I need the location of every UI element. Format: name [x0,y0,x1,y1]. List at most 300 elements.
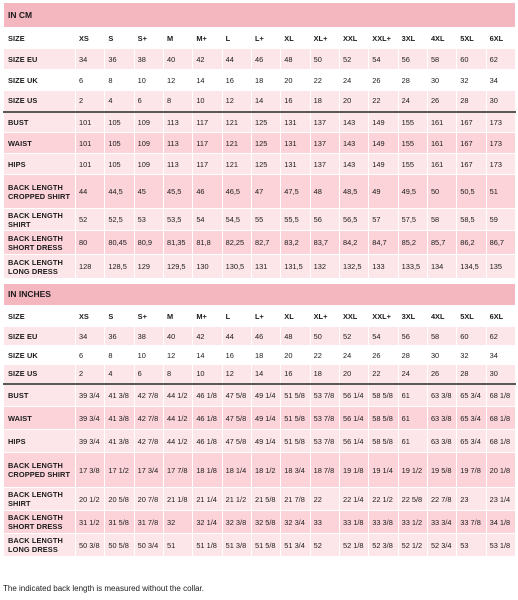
table-cell: 155 [398,112,427,133]
row-label: BACK LENGTH CROPPED SHIRT [4,175,76,209]
table-cell: 41 3/8 [105,430,134,453]
row-label: HIPS [4,430,76,453]
table-cell: 18 [251,70,280,91]
table-cell: 83,7 [310,231,339,255]
table-cell: XL [281,28,310,49]
table-row [4,112,516,133]
table-cell: XL+ [310,28,339,49]
table-cell: 51 5/8 [251,534,280,557]
table-cell: 5XL [457,28,486,49]
table-cell: 6XL [486,28,515,49]
table-cell: 149 [369,133,398,154]
table-cell: 109 [134,154,163,175]
table-cell: XXL [339,28,368,49]
table-cell: 132,5 [339,255,368,279]
table-row [4,49,516,70]
table-cell: 21 7/8 [281,488,310,511]
table-cell: 60 [457,49,486,70]
table-cell: 129 [134,255,163,279]
table-cell: 173 [486,112,515,133]
table-cell: 137 [310,133,339,154]
table-cell: 41 3/8 [105,407,134,430]
table-cell: 65 3/4 [457,430,486,453]
row-label: BACK LENGTH SHORT DRESS [4,231,76,255]
table-cell: 101 [76,133,105,154]
table-cell: 61 [398,407,427,430]
table-cell: 17 1/2 [105,453,134,488]
table-cell: 85,2 [398,231,427,255]
table-cell: 18 1/4 [222,453,251,488]
table-cell: 30 [486,365,516,384]
table-row [4,255,516,279]
table-row [4,209,516,231]
table-cell: 32 [457,70,486,91]
table-cell: 121 [222,154,251,175]
table-cell: 48,5 [339,175,368,209]
table-cell: 53 1/8 [486,534,516,557]
table-cell: 28 [457,365,486,384]
table-cell: 125 [251,154,280,175]
table-cell: 167 [457,154,486,175]
table-cell: 128 [76,255,105,279]
table-cell: 32 [163,511,192,534]
table-cell: 39 3/4 [76,407,105,430]
table-cell: 42 7/8 [134,407,163,430]
table-cell: 47 5/8 [222,407,251,430]
table-cell: 83,2 [281,231,310,255]
table-cell: 22 [310,346,339,365]
table-cell: 10 [134,70,163,91]
table-cell: 167 [457,112,486,133]
table-cell: 131,5 [281,255,310,279]
table-cell: 54 [369,49,398,70]
table-cell: 46 1/8 [193,407,222,430]
table-cell: 6 [134,91,163,112]
table-cell: 101 [76,112,105,133]
table-cell: 42 7/8 [134,430,163,453]
table-cell: 51 5/8 [281,384,310,407]
table-cell: 109 [134,112,163,133]
table-cell: 19 1/8 [339,453,368,488]
table-cell: 14 [251,365,280,384]
table-cell: 39 3/4 [76,384,105,407]
table-cell: 42 [193,49,222,70]
table-cell: 18 [310,365,339,384]
table-cell: 28 [398,70,427,91]
row-label: SIZE US [4,91,76,112]
table-cell: 61 [398,384,427,407]
table-cell: L [222,28,251,49]
table-cell: 57,5 [398,209,427,231]
table-cell: 143 [339,133,368,154]
table-cell: 45,5 [163,175,192,209]
table-row [4,133,516,154]
table-cell: 48 [281,49,310,70]
table-cell: 128,5 [105,255,134,279]
row-label: BACK LENGTH CROPPED SHIRT [4,453,76,488]
table-cell: 49 [369,175,398,209]
table-cell: M+ [193,306,222,327]
table-cell: 113 [163,112,192,133]
table-cell: 10 [134,346,163,365]
table-cell: 33 7/8 [457,511,486,534]
table-cell: 33 3/8 [369,511,398,534]
table-cell: 10 [193,365,222,384]
table-cell: 155 [398,133,427,154]
table-cell: 26 [369,70,398,91]
table-cell: 6 [134,365,163,384]
row-label: BUST [4,112,76,133]
table-cell: 81,35 [163,231,192,255]
table-cell: 19 1/4 [369,453,398,488]
table-cell: 54,5 [222,209,251,231]
table-cell: 52 3/4 [427,534,456,557]
table-cell: 18 [251,346,280,365]
table-row [4,346,516,365]
table-cell: 34 1/8 [486,511,516,534]
table-row [4,28,516,49]
table-cell: 143 [339,112,368,133]
table-cell: 81,8 [193,231,222,255]
table-cell: 24 [398,91,427,112]
table-cell: 105 [105,112,134,133]
table-cell: 149 [369,154,398,175]
table-cell: 28 [457,91,486,112]
table-cell: 24 [339,346,368,365]
table-cell: 52 [339,49,368,70]
table-cell: 109 [134,133,163,154]
table-cell: 68 1/8 [486,407,516,430]
table-cell: 113 [163,154,192,175]
table-cell: 131 [281,112,310,133]
table-cell: 33 3/4 [427,511,456,534]
table-cell: 20 [281,346,310,365]
table-cell: 161 [427,154,456,175]
table-cell: 8 [105,346,134,365]
table-cell: 26 [427,91,456,112]
table-cell: 65 3/4 [457,384,486,407]
table-cell: 16 [281,365,310,384]
table-cell: 48 [310,175,339,209]
row-label: SIZE [4,28,76,49]
table-cell: L+ [251,306,280,327]
table-cell: 8 [163,365,192,384]
table-cell: 14 [193,70,222,91]
table-cell: XL+ [310,306,339,327]
table-cell: 86,7 [486,231,515,255]
table-cell: 44 1/2 [163,430,192,453]
table-cell: 46 1/8 [193,430,222,453]
table-cell: 8 [105,70,134,91]
table-cell: 46 [251,49,280,70]
footnote: The indicated back length is measured without the collar. [3,584,205,593]
table-cell: 42 [193,327,222,346]
table-cell: 4 [105,91,134,112]
row-label: SIZE US [4,365,76,384]
table-cell: 10 [193,91,222,112]
table-cell: 56 [398,49,427,70]
table-cell: 22 [369,91,398,112]
table-cell: XXL+ [369,28,398,49]
table-cell: 46 [193,175,222,209]
table-cell: 18 1/2 [251,453,280,488]
table-cell: 31 1/2 [76,511,105,534]
table-cell: 12 [163,346,192,365]
table-cell: 16 [222,346,251,365]
table-cell: 23 1/4 [486,488,516,511]
table-cell: 63 3/8 [427,384,456,407]
table-cell: 135 [486,255,515,279]
table-cell: 131 [281,133,310,154]
table-cell: 117 [193,112,222,133]
table-cell: 149 [369,112,398,133]
table-cell: 47,5 [281,175,310,209]
row-label: HIPS [4,154,76,175]
table-cell: 17 3/8 [76,453,105,488]
table-cell: 65 3/4 [457,407,486,430]
size-table-cm [3,2,515,279]
table-cell: 63 3/8 [427,407,456,430]
table-cell: 44 1/2 [163,407,192,430]
table-cell: 173 [486,133,515,154]
table-row [4,231,516,255]
table-cell: 58 [427,209,456,231]
table-row [4,175,516,209]
table-cell: 105 [105,133,134,154]
table-cell: 6 [76,346,105,365]
table-cell: 18 1/8 [193,453,222,488]
table-cell: 34 [76,49,105,70]
table-cell: 51 [486,175,515,209]
table-cell: 52 3/8 [369,534,398,557]
table-row [4,453,516,488]
table-cell: 121 [222,133,251,154]
table-cell: 52 [310,534,339,557]
table-cell: 46 1/8 [193,384,222,407]
table-cell: 56 1/4 [339,430,368,453]
table-cell: 36 [105,49,134,70]
table-cell: 133,5 [398,255,427,279]
row-label: BUST [4,384,76,407]
table-cell: 20 [339,365,368,384]
table-cell: 19 7/8 [457,453,486,488]
table-row [4,430,516,453]
table-cell: 31 7/8 [134,511,163,534]
table-cell: 5XL [457,306,486,327]
table-cell: 50 3/4 [134,534,163,557]
table-cell: 32 1/4 [193,511,222,534]
table-cell: 56,5 [339,209,368,231]
table-cell: XS [76,28,105,49]
table-cell: 49,5 [398,175,427,209]
table-cell: 18 3/4 [281,453,310,488]
table-cell: XS [76,306,105,327]
table-cell: 133 [369,255,398,279]
table-cell: 17 3/4 [134,453,163,488]
inches-table [3,283,516,557]
table-cell: 50 [310,327,339,346]
table-cell: 82,7 [251,231,280,255]
table-title: IN CM [4,3,516,28]
table-cell: 16 [281,91,310,112]
row-label: SIZE EU [4,49,76,70]
table-cell: 130 [193,255,222,279]
table-cell: 32 5/8 [251,511,280,534]
table-cell: L [222,306,251,327]
table-cell: S+ [134,28,163,49]
table-cell: 34 [486,70,515,91]
table-cell: 132 [310,255,339,279]
table-cell: 161 [427,133,456,154]
table-cell: 42 7/8 [134,384,163,407]
table-row [4,534,516,557]
table-cell: 50 5/8 [105,534,134,557]
table-cell: 80,9 [134,231,163,255]
table-row [4,154,516,175]
row-label: BACK LENGTH LONG DRESS [4,255,76,279]
row-label: WAIST [4,133,76,154]
table-cell: 2 [76,365,105,384]
table-cell: 24 [398,365,427,384]
table-cell: 34 [486,346,516,365]
table-row [4,365,516,384]
table-cell: 50,5 [457,175,486,209]
table-row [4,327,516,346]
table-cell: 46,5 [222,175,251,209]
table-cell: 173 [486,154,515,175]
table-cell: 3XL [398,28,427,49]
table-row [4,407,516,430]
table-cell: 54 [369,327,398,346]
table-cell: 22 1/2 [369,488,398,511]
table-cell: 47 [251,175,280,209]
table-cell: 125 [251,133,280,154]
table-cell: 20 [339,91,368,112]
table-cell: 14 [193,346,222,365]
table-cell: 44 [222,49,251,70]
table-cell: 55 [251,209,280,231]
table-cell: 38 [134,49,163,70]
table-cell: S [105,28,134,49]
table-row [4,306,516,327]
table-cell: 80 [76,231,105,255]
table-cell: 131 [281,154,310,175]
table-cell: 51 3/4 [281,534,310,557]
table-cell: 3XL [398,306,427,327]
table-cell: 58 5/8 [369,407,398,430]
table-cell: M+ [193,28,222,49]
table-cell: 50 [427,175,456,209]
table-cell: 6 [76,70,105,91]
table-cell: 49 1/4 [251,384,280,407]
size-table-inches [3,283,515,557]
table-cell: 58 5/8 [369,430,398,453]
table-cell: 22 7/8 [427,488,456,511]
table-cell: 167 [457,133,486,154]
table-cell: 113 [163,133,192,154]
table-cell: 80,45 [105,231,134,255]
table-cell: 130,5 [222,255,251,279]
table-row [4,384,516,407]
table-cell: XXL [339,306,368,327]
table-cell: 57 [369,209,398,231]
row-label: SIZE UK [4,70,76,91]
table-cell: 52 [76,209,105,231]
table-cell: 30 [427,70,456,91]
table-title: IN INCHES [4,284,516,306]
table-cell: 143 [339,154,368,175]
table-cell: 6XL [486,306,516,327]
table-cell: 34 [76,327,105,346]
table-cell: 8 [163,91,192,112]
table-cell: 134,5 [457,255,486,279]
table-cell: XL [281,306,310,327]
table-cell: 40 [163,327,192,346]
table-cell: 4XL [427,28,456,49]
table-cell: 51 5/8 [281,430,310,453]
table-cell: 62 [486,49,515,70]
table-cell: 137 [310,112,339,133]
cm-table [3,2,516,279]
table-cell: 134 [427,255,456,279]
table-cell: 105 [105,154,134,175]
table-cell: 86,2 [457,231,486,255]
table-cell: 32 [457,346,486,365]
table-cell: 33 1/8 [339,511,368,534]
table-cell: 38 [134,327,163,346]
table-cell: 44 [222,327,251,346]
table-cell: 21 1/4 [193,488,222,511]
table-cell: 18 7/8 [310,453,339,488]
table-cell: 137 [310,154,339,175]
table-cell: 2 [76,91,105,112]
table-cell: 41 3/8 [105,384,134,407]
table-row [4,511,516,534]
table-cell: 22 [369,365,398,384]
table-cell: 39 3/4 [76,430,105,453]
table-cell: 12 [222,365,251,384]
table-cell: 50 [310,49,339,70]
table-cell: 20 [281,70,310,91]
table-cell: 53 [134,209,163,231]
table-cell: 56 1/4 [339,407,368,430]
table-cell: 21 1/8 [163,488,192,511]
row-label: SIZE [4,306,76,327]
table-cell: 84,2 [339,231,368,255]
row-label: WAIST [4,407,76,430]
table-cell: 51 5/8 [281,407,310,430]
table-cell: 61 [398,430,427,453]
table-cell: M [163,28,192,49]
table-cell: 4 [105,365,134,384]
table-cell: 49 1/4 [251,407,280,430]
table-cell: 56 [398,327,427,346]
table-cell: 52,5 [105,209,134,231]
table-cell: 68 1/8 [486,430,516,453]
table-cell: XXL+ [369,306,398,327]
table-cell: 44,5 [105,175,134,209]
table-cell: 44 [76,175,105,209]
table-cell: 53,5 [163,209,192,231]
table-cell: 19 1/2 [398,453,427,488]
table-cell: M [163,306,192,327]
row-label: SIZE EU [4,327,76,346]
table-cell: S+ [134,306,163,327]
table-cell: 129,5 [163,255,192,279]
table-cell: 161 [427,112,456,133]
row-label: BACK LENGTH LONG DRESS [4,534,76,557]
table-cell: 56 [310,209,339,231]
